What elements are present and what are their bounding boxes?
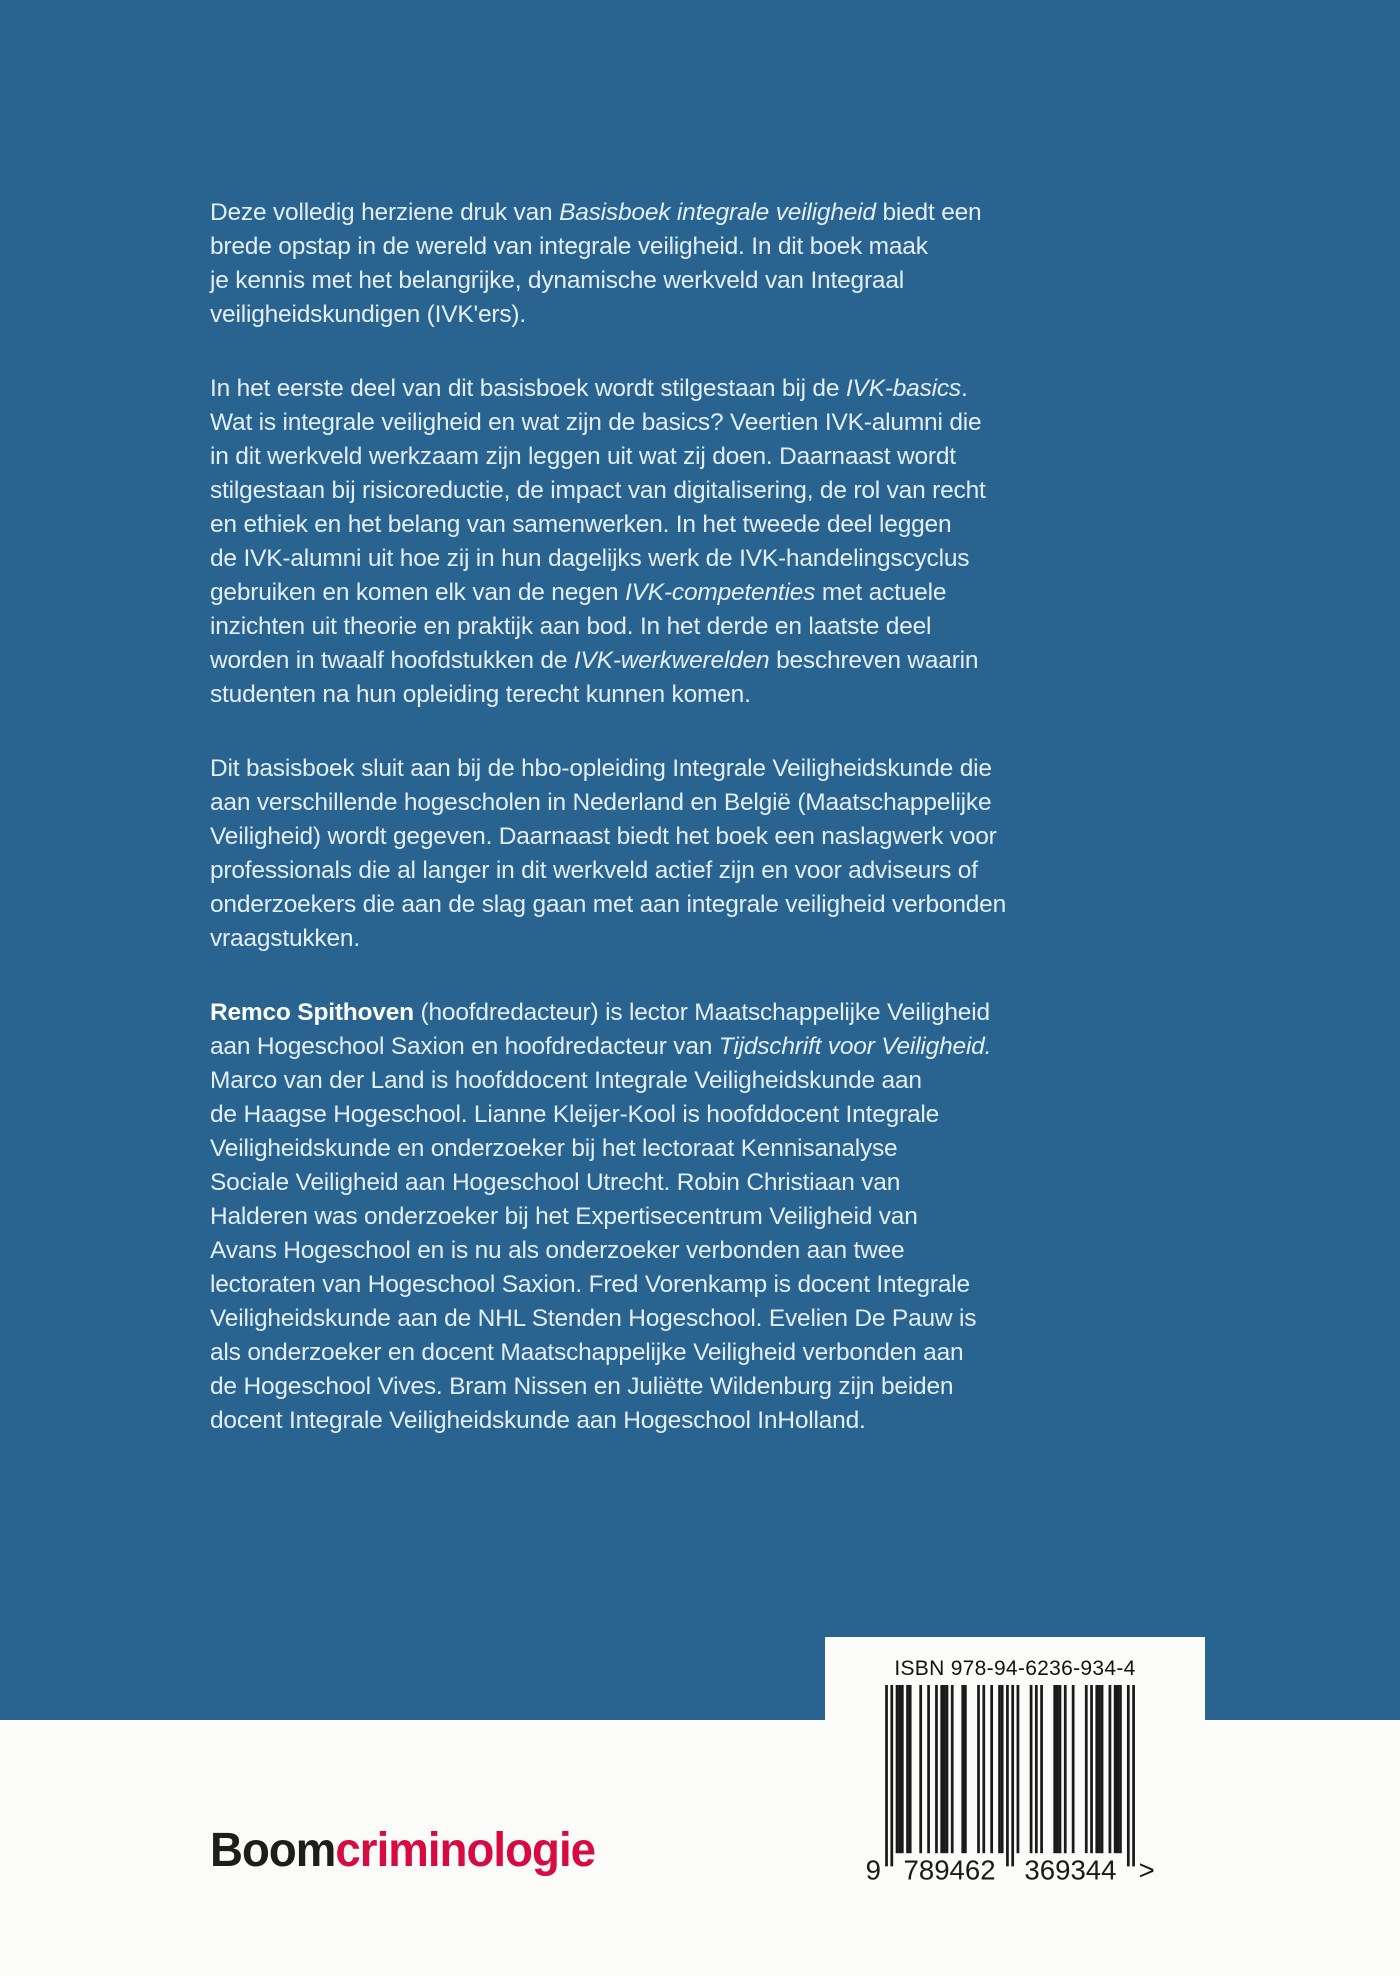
svg-text:789462: 789462	[903, 1854, 996, 1886]
paragraph: Deze volledig herziene druk van Basisboek integrale veiligheid biedt een brede opstap in de wereld van integrale veiligheid. In dit boek maak je kennis met het belangrijke, dynamische werkveld van Integraal veiligheidskundigen (IVK'ers).	[210, 199, 982, 328]
isbn-barcode-box	[825, 1637, 1205, 1937]
back-cover-text	[210, 196, 1200, 1478]
svg-text:369344: 369344	[1024, 1854, 1117, 1886]
svg-text:9: 9	[865, 1854, 882, 1886]
paragraph: Dit basisboek sluit aan bij de hbo-opleiding Integrale Veiligheidskunde die aan verschillende hogescholen in Nederland en België (Maatschappelijke Veiligheid) wordt gegeven. Daarnaast biedt het boek een naslagwerk voor professionals die al langer in dit werkveld actief zijn en voor adviseurs of onderzoekers die aan de slag gaan met aan integrale veiligheid verbonden vraagstukken.	[210, 755, 1007, 952]
svg-text:>: >	[1138, 1854, 1155, 1886]
isbn-number: ISBN 978-94-6236-934-4	[894, 1657, 1136, 1680]
paragraph: In het eerste deel van dit basisboek wordt stilgestaan bij de IVK-basics. Wat is integrale veiligheid en wat zijn de basics? Veertien IVK-alumni die in dit werkveld werkzaam zijn leggen uit wat zij doen. Daarnaast wordt stilgestaan bij risicoreductie, de impact van digitalisering, de rol van recht en ethiek en het belang van samenwerken. In het tweede deel leggen de IVK-alumni uit hoe zij in hun dagelijks werk de IVK-handelingscyclus gebruiken en komen elk van de negen IVK-competenties met actuele inzichten uit theorie en praktijk aan bod. In het derde en laatste deel worden in twaalf hoofdstukken de IVK-werkwerelden beschreven waarin studenten na hun opleiding terecht kunnen komen.	[210, 375, 986, 708]
publisher-logo	[210, 1824, 596, 1877]
publisher-logo-boom: Boom	[210, 1824, 336, 1877]
paragraph: Remco Spithoven (hoofdredacteur) is lector Maatschappelijke Veiligheid aan Hogeschool Saxion en hoofdredacteur van Tijdschrift voor Veiligheid. Marco van der Land is hoofddocent Integrale Veiligheidskunde aan de Haagse Hogeschool. Lianne Kleijer-Kool is hoofddocent Integrale Veiligheidskunde en onderzoeker bij het lectoraat Kennisanalyse Sociale Veiligheid aan Hogeschool Utrecht. Robin Christiaan van Halderen was onderzoeker bij het Expertisecentrum Veiligheid van Avans Hogeschool en is nu als onderzoeker verbonden aan twee lectoraten van Hogeschool Saxion. Fred Vorenkamp is docent Integrale Veiligheidskunde aan de NHL Stenden Hogeschool. Evelien De Pauw is als onderzoeker en docent Maatschappelijke Veiligheid verbonden aan de Hogeschool Vives. Bram Nissen en Juliëtte Wildenburg zijn beiden docent Integrale Veiligheidskunde aan Hogeschool InHolland.	[210, 999, 992, 1434]
publisher-logo-imprint: criminologie	[335, 1824, 596, 1877]
barcode-bars-icon	[861, 1685, 1159, 1890]
